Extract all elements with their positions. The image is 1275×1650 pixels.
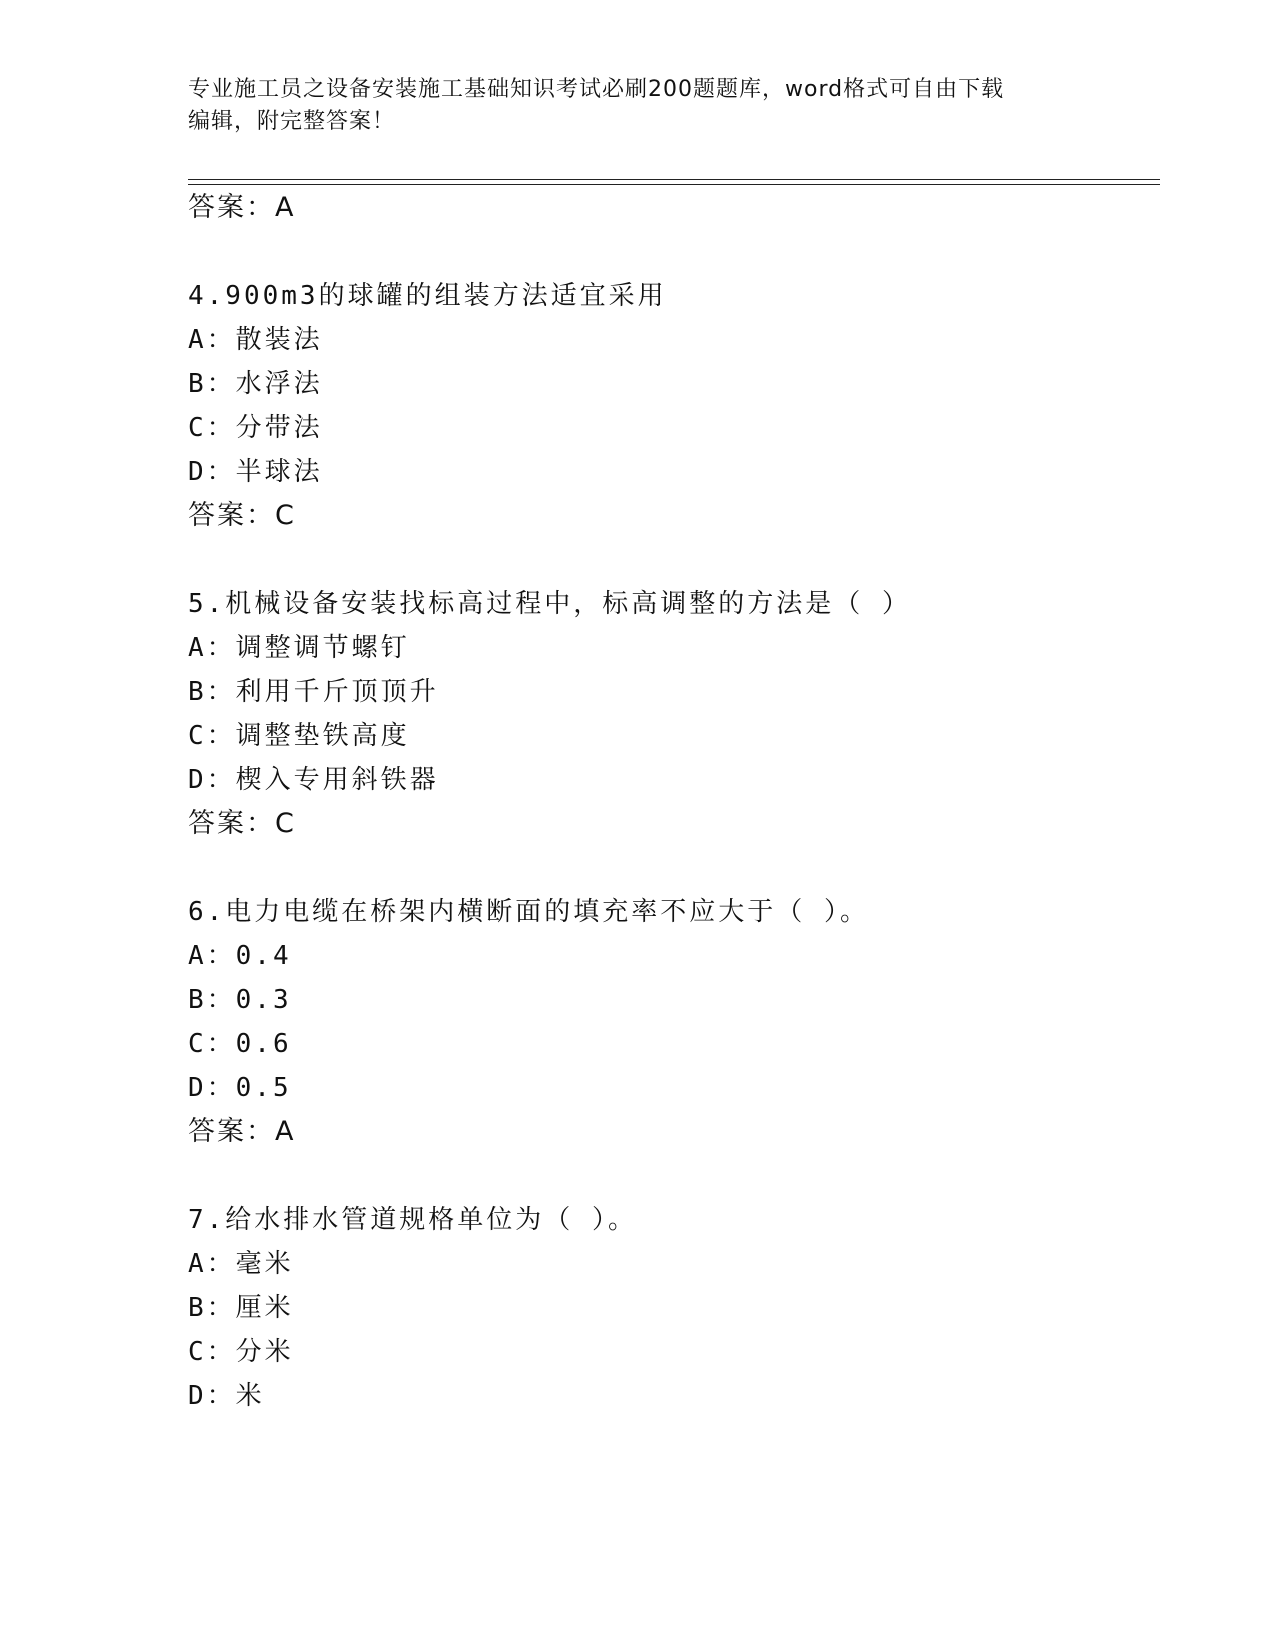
question-7-option-a: A：毫米 (188, 1249, 294, 1279)
question-4-stem: 4.900m3的球罐的组装方法适宜采用 (188, 281, 667, 311)
question-7-option-b: B：厘米 (188, 1293, 294, 1323)
question-6-option-d: D：0.5 (188, 1073, 292, 1103)
header-line-1: 专业施工员之设备安装施工基础知识考试必刷200题题库，word格式可自由下载 (188, 77, 1005, 102)
question-4-answer: 答案：C (188, 500, 296, 531)
question-5-option-c: C：调整垫铁高度 (188, 721, 410, 751)
header-rule-top (188, 179, 1160, 180)
question-4-option-c: C：分带法 (188, 413, 323, 443)
question-6-option-b: B：0.3 (188, 985, 292, 1015)
question-5-option-a: A：调整调节螺钉 (188, 633, 410, 663)
question-5-stem: 5.机械设备安装找标高过程中，标高调整的方法是（ ） (188, 589, 911, 619)
header-rule-bottom (188, 184, 1160, 185)
question-6-option-c: C：0.6 (188, 1029, 292, 1059)
previous-answer: 答案：A (188, 192, 296, 223)
question-5-option-b: B：利用千斤顶顶升 (188, 677, 439, 707)
question-5-option-d: D：楔入专用斜铁器 (188, 765, 439, 795)
question-4-option-d: D：半球法 (188, 457, 323, 487)
document-header (188, 74, 1088, 138)
question-6-stem: 6.电力电缆在桥架内横断面的填充率不应大于（ ）。 (188, 897, 869, 927)
question-6-option-a: A：0.4 (188, 941, 292, 971)
question-7-option-d: D：米 (188, 1381, 265, 1411)
question-7-stem: 7.给水排水管道规格单位为（ ）。 (188, 1205, 637, 1235)
question-4-option-a: A：散装法 (188, 325, 323, 355)
question-5-answer: 答案：C (188, 808, 296, 839)
question-7-option-c: C：分米 (188, 1337, 294, 1367)
header-line-2: 编辑，附完整答案！ (188, 109, 396, 134)
question-6-answer: 答案：A (188, 1116, 296, 1147)
question-4-option-b: B：水浮法 (188, 369, 323, 399)
